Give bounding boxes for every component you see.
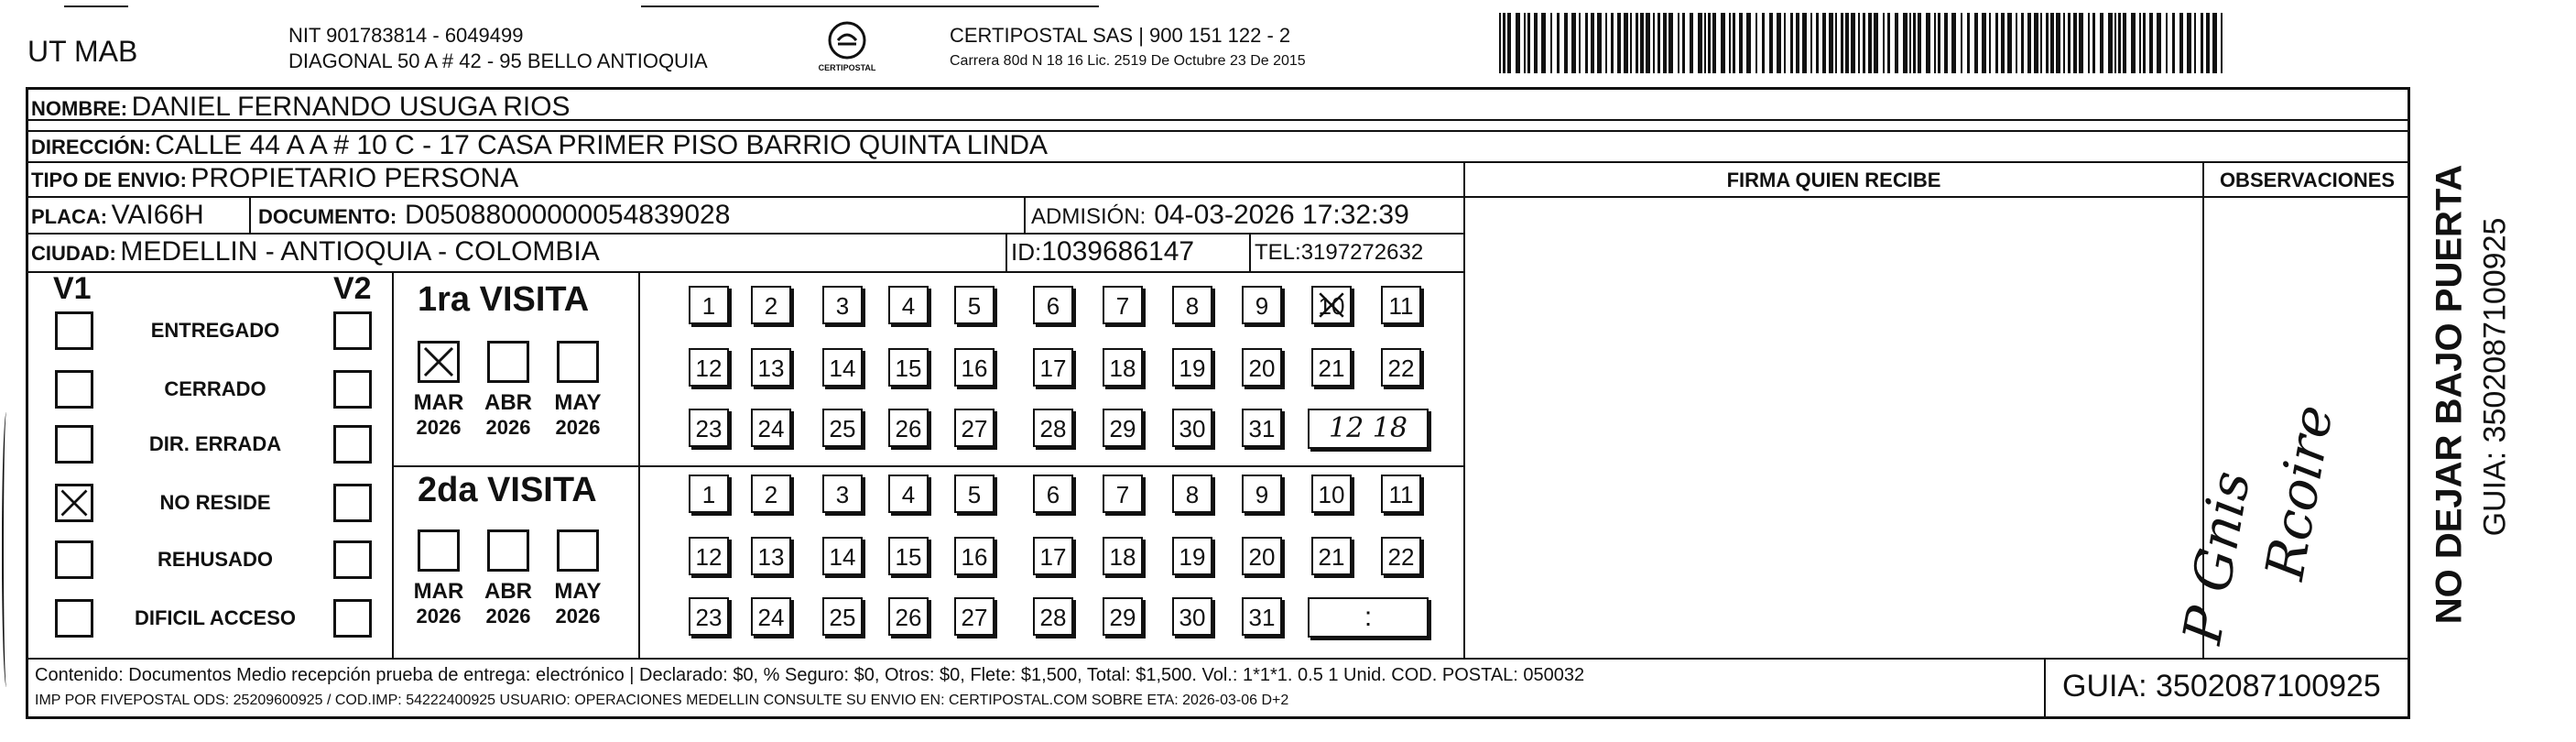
month-label: ABR — [484, 390, 532, 415]
admision-value: 04-03-2026 17:32:39 — [1154, 200, 1409, 230]
day-checkbox[interactable]: 11 — [1381, 286, 1421, 324]
day-checkbox[interactable]: 7 — [1103, 286, 1143, 324]
v2-checkbox[interactable] — [333, 370, 372, 409]
status-option-label: DIFICIL ACCESO — [134, 606, 296, 629]
day-checkbox[interactable]: 15 — [888, 348, 929, 387]
v1-checkbox[interactable] — [55, 370, 93, 409]
month-label: MAR — [413, 390, 464, 415]
barcode-bar — [1755, 13, 1757, 73]
barcode-bar — [1909, 13, 1911, 73]
tel-row — [1255, 240, 1423, 266]
day-checkbox[interactable]: 18 — [1103, 348, 1143, 387]
barcode-bar — [1858, 13, 1860, 73]
barcode-bar — [1739, 13, 1743, 73]
ciudad-value: MEDELLIN - ANTIOQUIA - COLOMBIA — [120, 236, 600, 267]
admision-label: ADMISIÓN: — [1031, 204, 1147, 229]
month-label: ABR — [484, 579, 532, 604]
day-checkbox[interactable]: 1 — [689, 475, 729, 513]
barcode-bar — [1630, 13, 1632, 73]
barcode-bar — [1712, 13, 1716, 73]
firma-label: FIRMA QUIEN RECIBE — [1726, 169, 1941, 191]
barcode-bar — [1769, 13, 1773, 73]
day-checkbox[interactable]: 13 — [751, 348, 791, 387]
day-checkbox[interactable]: 9 — [1242, 286, 1282, 324]
barcode-bar — [1653, 13, 1655, 73]
barcode-bar — [1729, 13, 1731, 73]
barcode-bar — [1784, 13, 1786, 73]
barcode-bar — [1682, 13, 1685, 73]
day-checkbox[interactable]: 12 — [689, 537, 729, 575]
barcode-bar — [1816, 13, 1819, 73]
barcode-bar — [1721, 13, 1725, 73]
barcode-bar — [1611, 13, 1614, 73]
barcode-bar — [1951, 13, 1956, 73]
barcode-bar — [1926, 13, 1930, 73]
day-checkbox[interactable]: 5 — [954, 286, 995, 324]
barcode-bar — [1708, 13, 1711, 73]
top-rule — [64, 5, 128, 7]
barcode-bar — [2050, 13, 2054, 73]
barcode-bar — [1557, 13, 1560, 73]
barcode-bar — [1887, 13, 1890, 73]
barcode-bar — [2088, 13, 2090, 73]
barcode-bar — [1895, 13, 1898, 73]
margin-mark — [2, 412, 11, 687]
day-checkbox[interactable]: 28 — [1033, 597, 1073, 636]
v2-checkbox[interactable] — [333, 599, 372, 638]
x-mark-icon — [58, 486, 91, 519]
certipostal-logo — [806, 20, 888, 72]
side-guia: GUIA: 3502087100925 — [2477, 217, 2513, 537]
barcode-bar — [2123, 13, 2126, 73]
documento-row — [258, 200, 730, 231]
id-label: ID: — [1011, 238, 1042, 266]
barcode-bar — [1571, 13, 1576, 73]
day-checkbox[interactable]: 26 — [888, 597, 929, 636]
side-warning: NO DEJAR BAJO PUERTA — [2429, 164, 2470, 625]
year-label: 2026 — [485, 605, 531, 627]
day-checkbox[interactable]: 22 — [1381, 537, 1421, 575]
barcode-bar — [1646, 13, 1650, 73]
barcode-bar — [2166, 13, 2168, 73]
carrier-license: Carrera 80d N 18 16 Lic. 2519 De Octubre 23 De 2015 — [950, 53, 1306, 69]
barcode-bar — [1982, 13, 1986, 73]
barcode-bar — [1868, 13, 1872, 73]
barcode-bar — [2118, 13, 2121, 73]
day-checkbox[interactable]: 3 — [822, 286, 863, 324]
v2-checkbox[interactable] — [333, 311, 372, 350]
day-checkbox[interactable]: 19 — [1172, 537, 1212, 575]
id-value: 1039686147 — [1041, 236, 1195, 267]
status-option-label: ENTREGADO — [150, 319, 280, 342]
time-field[interactable]: : — [1308, 597, 1429, 638]
barcode-bar — [1605, 13, 1607, 73]
handwritten-line-2: Rcoire — [2253, 400, 2345, 584]
barcode-bar — [1524, 13, 1526, 73]
barcode-bar — [1762, 13, 1765, 73]
barcode-bar — [1802, 13, 1807, 73]
barcode-bar — [1796, 13, 1799, 73]
barcode-bar — [1733, 13, 1735, 73]
v2-label: V2 — [333, 271, 372, 306]
month-checkbox[interactable] — [418, 529, 460, 572]
barcode-bar — [2221, 13, 2223, 73]
ciudad-row — [31, 236, 600, 267]
barcode-bar — [2046, 13, 2049, 73]
barcode-bar — [1989, 13, 1991, 73]
month-checkbox[interactable] — [487, 529, 529, 572]
day-checkbox[interactable]: 27 — [954, 409, 995, 447]
day-checkbox[interactable]: 14 — [822, 537, 863, 575]
day-checkbox[interactable]: 30 — [1172, 409, 1212, 447]
status-option-label: NO RESIDE — [159, 491, 271, 514]
month-checkbox[interactable] — [418, 341, 460, 383]
direccion-value: CALLE 44 A A # 10 C - 17 CASA PRIMER PISO BARRIO QUINTA LINDA — [155, 130, 1049, 160]
barcode-bar — [1534, 13, 1538, 73]
barcode-bar — [1944, 13, 1948, 73]
top-rule — [641, 5, 1099, 7]
day-checkbox[interactable]: 20 — [1242, 537, 1282, 575]
placa-value: VAI66H — [111, 200, 204, 230]
tipo-value: PROPIETARIO PERSONA — [190, 163, 519, 193]
day-checkbox[interactable]: 4 — [888, 475, 929, 513]
barcode-bar — [1874, 13, 1878, 73]
v1-checkbox[interactable] — [55, 599, 93, 638]
tel-value: 3197272632 — [1300, 240, 1424, 265]
day-checkbox[interactable]: 21 — [1311, 537, 1352, 575]
day-checkbox[interactable]: 10 — [1311, 475, 1352, 513]
direccion-row — [31, 130, 1048, 161]
day-checkbox[interactable]: 20 — [1242, 348, 1282, 387]
v1-label: V1 — [53, 271, 92, 306]
barcode-bar — [1704, 13, 1706, 73]
barcode-bar — [2068, 13, 2071, 73]
logo-text: CERTIPOSTAL — [818, 63, 876, 72]
admision-row — [1031, 200, 1409, 231]
barcode-bar — [2201, 13, 2203, 73]
barcode-bar — [1658, 13, 1660, 73]
barcode-bar — [1516, 13, 1520, 73]
company-address: DIAGONAL 50 A # 42 - 95 BELLO ANTIOQUIA — [288, 49, 708, 72]
barcode-bar — [1746, 13, 1751, 73]
barcode-bar — [1617, 13, 1621, 73]
barcode-bar — [1550, 13, 1552, 73]
barcode-bar — [1903, 13, 1908, 73]
barcode-bar — [2073, 13, 2077, 73]
barcode-bar — [1913, 13, 1916, 73]
v2-checkbox[interactable] — [333, 484, 372, 522]
barcode-bar — [2079, 13, 2083, 73]
barcode-bar — [2179, 13, 2183, 73]
barcode-bar — [2027, 13, 2031, 73]
year-label: 2026 — [555, 416, 601, 439]
barcode-bar — [2034, 13, 2038, 73]
month-label: MAY — [554, 390, 602, 415]
barcode-bar — [1507, 13, 1511, 73]
day-checkbox[interactable]: 1 — [689, 286, 729, 324]
barcode-bar — [1938, 13, 1940, 73]
month-checkbox[interactable] — [557, 341, 599, 383]
id-row — [1011, 236, 1194, 267]
barcode-bar — [1663, 13, 1667, 73]
nombre-value: DANIEL FERNANDO USUGA RIOS — [131, 92, 571, 122]
x-mark-icon — [420, 344, 457, 380]
day-checkbox[interactable]: 10 — [1311, 286, 1352, 324]
footer-imp: IMP POR FIVEPOSTAL ODS: 25209600925 / COD.IMP: 54222400925 USUARIO: OPERACIONES MEDELLIN CONSULTE SU ENVIO EN: CERTIPOSTAL.COM SOBRE ETA: 2026-03-06 D+2 — [35, 693, 1289, 708]
v1-checkbox[interactable] — [55, 425, 93, 464]
day-checkbox[interactable]: 31 — [1242, 409, 1282, 447]
barcode-bar — [1841, 13, 1843, 73]
day-checkbox[interactable]: 15 — [888, 537, 929, 575]
barcode-bar — [2063, 13, 2065, 73]
month-label: MAY — [554, 579, 602, 604]
company-nit: NIT 901783814 - 6049499 — [288, 24, 524, 47]
company-short: UT MAB — [27, 35, 138, 68]
tipo-label: TIPO DE ENVIO: — [31, 169, 187, 191]
barcode-bar — [1934, 13, 1936, 73]
logo-icon — [827, 20, 867, 60]
year-label: 2026 — [416, 416, 462, 439]
barcode-bar — [2143, 13, 2146, 73]
barcode-bar — [1835, 13, 1837, 73]
barcode-bar — [1624, 13, 1628, 73]
barcode-bar — [1918, 13, 1921, 73]
placa-label: PLACA: — [31, 205, 108, 228]
barcode-bar — [1585, 13, 1588, 73]
nombre-label: NOMBRE: — [31, 97, 128, 120]
barcode-bar — [2157, 13, 2161, 73]
barcode-bar — [2056, 13, 2060, 73]
day-checkbox[interactable]: 14 — [822, 348, 863, 387]
year-label: 2026 — [416, 605, 462, 627]
carrier-name: CERTIPOSTAL SAS | 900 151 122 - 2 — [950, 24, 1291, 47]
status-option-label: REHUSADO — [158, 548, 273, 571]
barcode-bar — [1883, 13, 1885, 73]
barcode-bar — [1790, 13, 1793, 73]
day-checkbox[interactable]: 16 — [954, 348, 995, 387]
barcode-bar — [2194, 13, 2196, 73]
barcode-bar — [1690, 13, 1693, 73]
day-checkbox[interactable]: 17 — [1033, 348, 1073, 387]
visit2-title: 2da VISITA — [418, 471, 597, 509]
day-checkbox[interactable]: 25 — [822, 409, 863, 447]
barcode-bar — [2100, 13, 2103, 73]
barcode-bar — [1668, 13, 1673, 73]
v1-checkbox[interactable] — [55, 484, 93, 522]
day-checkbox[interactable]: 6 — [1033, 286, 1073, 324]
v2-checkbox[interactable] — [333, 425, 372, 464]
status-option-label: CERRADO — [164, 377, 266, 400]
month-checkbox[interactable] — [487, 341, 529, 383]
barcode-bar — [1678, 13, 1679, 73]
nombre-row — [31, 92, 571, 123]
day-checkbox[interactable]: 13 — [751, 537, 791, 575]
barcode-bar — [1564, 13, 1568, 73]
barcode-bar — [1851, 13, 1855, 73]
day-checkbox[interactable]: 4 — [888, 286, 929, 324]
barcode-bar — [1579, 13, 1581, 73]
barcode-bar — [2108, 13, 2113, 73]
day-checkbox[interactable]: 23 — [689, 409, 729, 447]
year-label: 2026 — [485, 416, 531, 439]
observaciones-label: OBSERVACIONES — [2219, 169, 2396, 191]
barcode-bar — [2007, 13, 2012, 73]
barcode-bar — [1829, 13, 1833, 73]
barcode-bar — [2092, 13, 2095, 73]
day-checkbox[interactable]: 9 — [1242, 475, 1282, 513]
day-checkbox[interactable]: 16 — [954, 537, 995, 575]
day-checkbox[interactable]: 3 — [822, 475, 863, 513]
footer-guia: GUIA: 3502087100925 — [2062, 669, 2381, 704]
placa-row — [31, 200, 204, 231]
month-label: MAR — [413, 579, 464, 604]
ciudad-label: CIUDAD: — [31, 242, 116, 265]
barcode-bar — [2021, 13, 2024, 73]
day-checkbox[interactable]: 7 — [1103, 475, 1143, 513]
barcode-bar — [1995, 13, 1998, 73]
barcode-bar — [1698, 13, 1702, 73]
barcode-bar — [1777, 13, 1781, 73]
day-checkbox[interactable]: 2 — [751, 286, 791, 324]
barcode-bar — [2114, 13, 2116, 73]
day-checkbox[interactable]: 21 — [1311, 348, 1352, 387]
day-checkbox[interactable]: 17 — [1033, 537, 1073, 575]
tipo-row — [31, 163, 518, 194]
day-checkbox[interactable]: 29 — [1103, 409, 1143, 447]
barcode-bar — [1591, 13, 1594, 73]
day-checkbox[interactable]: 29 — [1103, 597, 1143, 636]
barcode-bar — [2016, 13, 2017, 73]
year-label: 2026 — [555, 605, 601, 627]
barcode-bar — [2187, 13, 2191, 73]
barcode-bar — [2206, 13, 2210, 73]
day-checkbox[interactable]: 6 — [1033, 475, 1073, 513]
barcode — [1499, 13, 2232, 77]
barcode-bar — [1967, 13, 1970, 73]
barcode-bar — [2172, 13, 2175, 73]
day-checkbox[interactable]: 18 — [1103, 537, 1143, 575]
day-checkbox[interactable]: 27 — [954, 597, 995, 636]
v1-checkbox[interactable] — [55, 311, 93, 350]
barcode-bar — [1863, 13, 1865, 73]
status-option-label: DIR. ERRADA — [148, 432, 282, 455]
footer-contenido: Contenido: Documentos Medio recepción prueba de entrega: electrónico | Declarado: $0, % Seguro: $0, Otros: $0, Flete: $1,500, Total: $1,500. Vol.: 1*1*1. 0.5 1 Unid. COD. POSTAL: 050032 — [35, 665, 1585, 685]
barcode-bar — [1974, 13, 1978, 73]
barcode-bar — [2212, 13, 2217, 73]
documento-label: DOCUMENTO: — [258, 205, 397, 228]
day-checkbox[interactable]: 19 — [1172, 348, 1212, 387]
direccion-label: DIRECCIÓN: — [31, 136, 151, 158]
time-field[interactable]: 12 18 — [1308, 409, 1429, 449]
barcode-bar — [2131, 13, 2136, 73]
day-checkbox[interactable]: 11 — [1381, 475, 1421, 513]
day-checkbox[interactable]: 25 — [822, 597, 863, 636]
barcode-bar — [1822, 13, 1826, 73]
barcode-bar — [1499, 13, 1501, 73]
day-checkbox[interactable]: 23 — [689, 597, 729, 636]
day-checkbox[interactable]: 2 — [751, 475, 791, 513]
day-checkbox[interactable]: 22 — [1381, 348, 1421, 387]
documento-value: D05088000000054839028 — [405, 200, 731, 230]
day-checkbox[interactable]: 26 — [888, 409, 929, 447]
barcode-bar — [1845, 13, 1849, 73]
barcode-bar — [1961, 13, 1962, 73]
day-checkbox[interactable]: 24 — [751, 409, 791, 447]
barcode-bar — [1810, 13, 1812, 73]
visit1-title: 1ra VISITA — [418, 280, 590, 319]
day-checkbox[interactable]: 30 — [1172, 597, 1212, 636]
barcode-bar — [1541, 13, 1546, 73]
barcode-bar — [1640, 13, 1644, 73]
barcode-bar — [2149, 13, 2153, 73]
day-checkbox[interactable]: 31 — [1242, 597, 1282, 636]
barcode-bar — [2040, 13, 2042, 73]
day-checkbox[interactable]: 8 — [1172, 475, 1212, 513]
day-checkbox[interactable]: 24 — [751, 597, 791, 636]
v1-checkbox[interactable] — [55, 540, 93, 579]
barcode-bar — [1503, 13, 1505, 73]
day-checkbox[interactable]: 5 — [954, 475, 995, 513]
month-checkbox[interactable] — [557, 529, 599, 572]
barcode-bar — [2001, 13, 2005, 73]
barcode-bar — [2139, 13, 2141, 73]
barcode-bar — [1636, 13, 1638, 73]
day-checkbox[interactable]: 12 — [689, 348, 729, 387]
v2-checkbox[interactable] — [333, 540, 372, 579]
barcode-bar — [1527, 13, 1530, 73]
day-checkbox[interactable]: 28 — [1033, 409, 1073, 447]
barcode-bar — [1597, 13, 1602, 73]
x-mark-icon — [1315, 289, 1348, 321]
tel-label: TEL: — [1255, 240, 1301, 265]
day-checkbox[interactable]: 8 — [1172, 286, 1212, 324]
handwritten-line-1: P Gnis — [2170, 466, 2263, 649]
